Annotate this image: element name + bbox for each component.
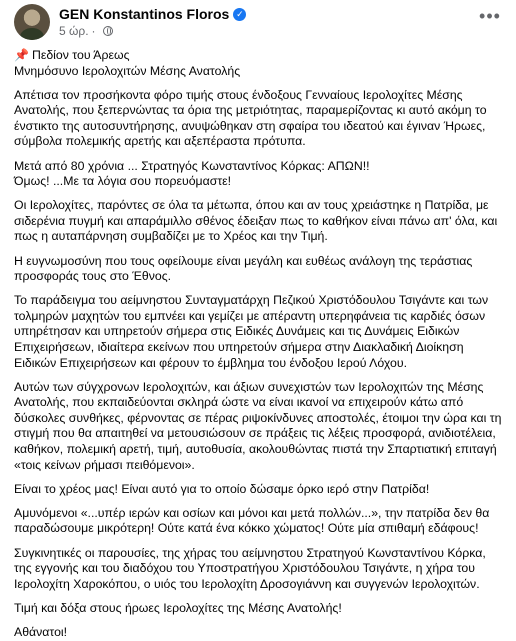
paragraph-line: Οι Ιερολοχίτες, παρόντες σε όλα τα μέτωπα, όπου και αν τους χρειάστηκε η Πατρίδα, με σιδερένια πυγμή και απαράμιλλο σθένος έδειξαν πως το καθήκον είναι πάνω απ' όλα, και πως η αυταπάρνηση συμβαδίζει με το Χρέος και την Τιμή. [14, 198, 498, 244]
post-paragraph [14, 601, 502, 617]
author-name[interactable]: GEN Konstantinos Floros [59, 6, 230, 22]
post-paragraph [14, 88, 502, 150]
paragraph-line: Η ευγνωμοσύνη που τους οφείλουμε είναι μεγάλη και ευθέως ανάλογη της τεράστιας προσφοράς τους στο Έθνος. [14, 253, 473, 284]
post-paragraph [14, 293, 502, 371]
paragraph-line: Το παράδειγμα του αείμνηστου Συνταγματάρχη Πεζικού Χριστόδουλου Τσιγάντε και των τολμηρών μαχητών του εμπνέει και γεμίζει με απέραντη υπερηφάνεια τις καρδιές όσων υπηρέτησαν και υπηρετούν σήμερα στις Ειδικές Δυνάμεις και τις Δυνάμεις Ειδικών Επιχειρήσεων, ιδιαίτερα εκείνων που υπηρετούν σήμερα στην Διακλαδική Διοίκηση Ειδικών Επιχειρήσεων και φέρουν το έμβλημα του ένδοξου Ιερού Λόχου. [14, 293, 489, 370]
post-time-line [59, 24, 478, 38]
post-header [14, 0, 502, 48]
post-paragraph [14, 482, 502, 498]
post-paragraph [14, 546, 502, 593]
paragraph-line: Μνημόσυνο Ιερολοχιτών Μέσης Ανατολής [14, 63, 241, 78]
paragraph-line: Πεδίον του Άρεως [31, 48, 130, 62]
post-paragraph [14, 625, 502, 641]
post-paragraph [14, 506, 502, 537]
post-paragraph [14, 48, 502, 79]
author-line [59, 6, 478, 22]
paragraph-line: Συγκινητικές οι παρουσίες, της χήρας του αείμνηστου Στρατηγού Κωνσταντίνου Κόρκα, της εγγονής και του διαδόχου του Υποστρατήγου Χριστόδουλου Τσιγάντε, η χήρα του Ιερολοχίτη Χαροκόπου, ο υιός του Ιερολοχίτη Δροσογιάννη και συγγενών Ιερολοχιτών. [14, 545, 486, 591]
paragraph-line: Αμυνόμενοι «...υπέρ ιερών και οσίων και μόνοι και μετά πολλών...», την πατρίδα δεν θα παραδώσουμε μικρότερη! Ούτε κατά ένα κόκκο χώματος! Ούτε μία σπιθαμή εδάφους! [14, 505, 490, 536]
post-paragraph [14, 159, 502, 190]
globe-icon [103, 26, 113, 36]
post-paragraph [14, 254, 502, 285]
paragraph-line: Τιμή και δόξα στους ήρωες Ιερολοχίτες της Μέσης Ανατολής! [14, 600, 342, 615]
post-meta [59, 4, 478, 38]
more-options-icon[interactable]: ••• [479, 6, 501, 26]
post-paragraph [14, 380, 502, 474]
post-timestamp[interactable]: 5 ώρ. [59, 24, 89, 38]
paragraph-line: Απέτισα τον προσήκοντα φόρο τιμής στους ένδοξους Γενναίους Ιερολοχίτες Μέσης Ανατολής, που ξεπερνώντας τα όρια της μετριότητας, παραμερίζοντας κι αυτό ακόμη το ένστικτο της αυτοσυντήρησης, ανυψώθηκαν στη σφαίρα του ιδεατού και έγιναν Ήρωες, σύμβολα πολεμικής αρετής και αξεπέραστα πρότυπα. [14, 87, 487, 149]
post-paragraph [14, 198, 502, 245]
paragraph-line: Όμως! ...Με τα λόγια σου πορευόμαστε! [14, 174, 232, 189]
paragraph-line: Αυτών των σύγχρονων Ιερολοχιτών, και άξιων συνεχιστών των Ιερολοχιτών της Μέσης Ανατολής, που εκπαιδεύονται σκληρά ώστε να είναι ικανοί να επιχειρούν κάτω από δύσκολες συνθήκες, φέρνοντας σε πέρας ριψοκίνδυνες αποστολές, έτοιμοι την ώρα και τη στιγμή που θα απαιτηθεί να μετουσιώσουν σε πράξεις τις λέξεις προσφορά, ανιδιοτέλεια, καθήκον, πολεμική αρετή, τιμή, αυτοθυσία, ακολουθώντας πιστά την Σπαρτιατική επιταγή «τοις κείνων ρήμασι πειθόμενοι». [14, 379, 502, 472]
verified-badge-icon: ✓ [233, 8, 246, 21]
author-avatar[interactable] [14, 4, 50, 40]
paragraph-line: Αθάνατοι! [14, 624, 68, 639]
pushpin-icon: 📌 [14, 48, 29, 62]
paragraph-line: Είναι το χρέος μας! Είναι αυτό για το οποίο δώσαμε όρκο ιερό στην Πατρίδα! [14, 481, 430, 496]
paragraph-line: Μετά από 80 χρόνια ... Στρατηγός Κωνσταντίνος Κόρκας: ΑΠΩΝ!! [14, 158, 370, 173]
post-body [14, 48, 502, 641]
meta-separator: · [91, 24, 96, 38]
